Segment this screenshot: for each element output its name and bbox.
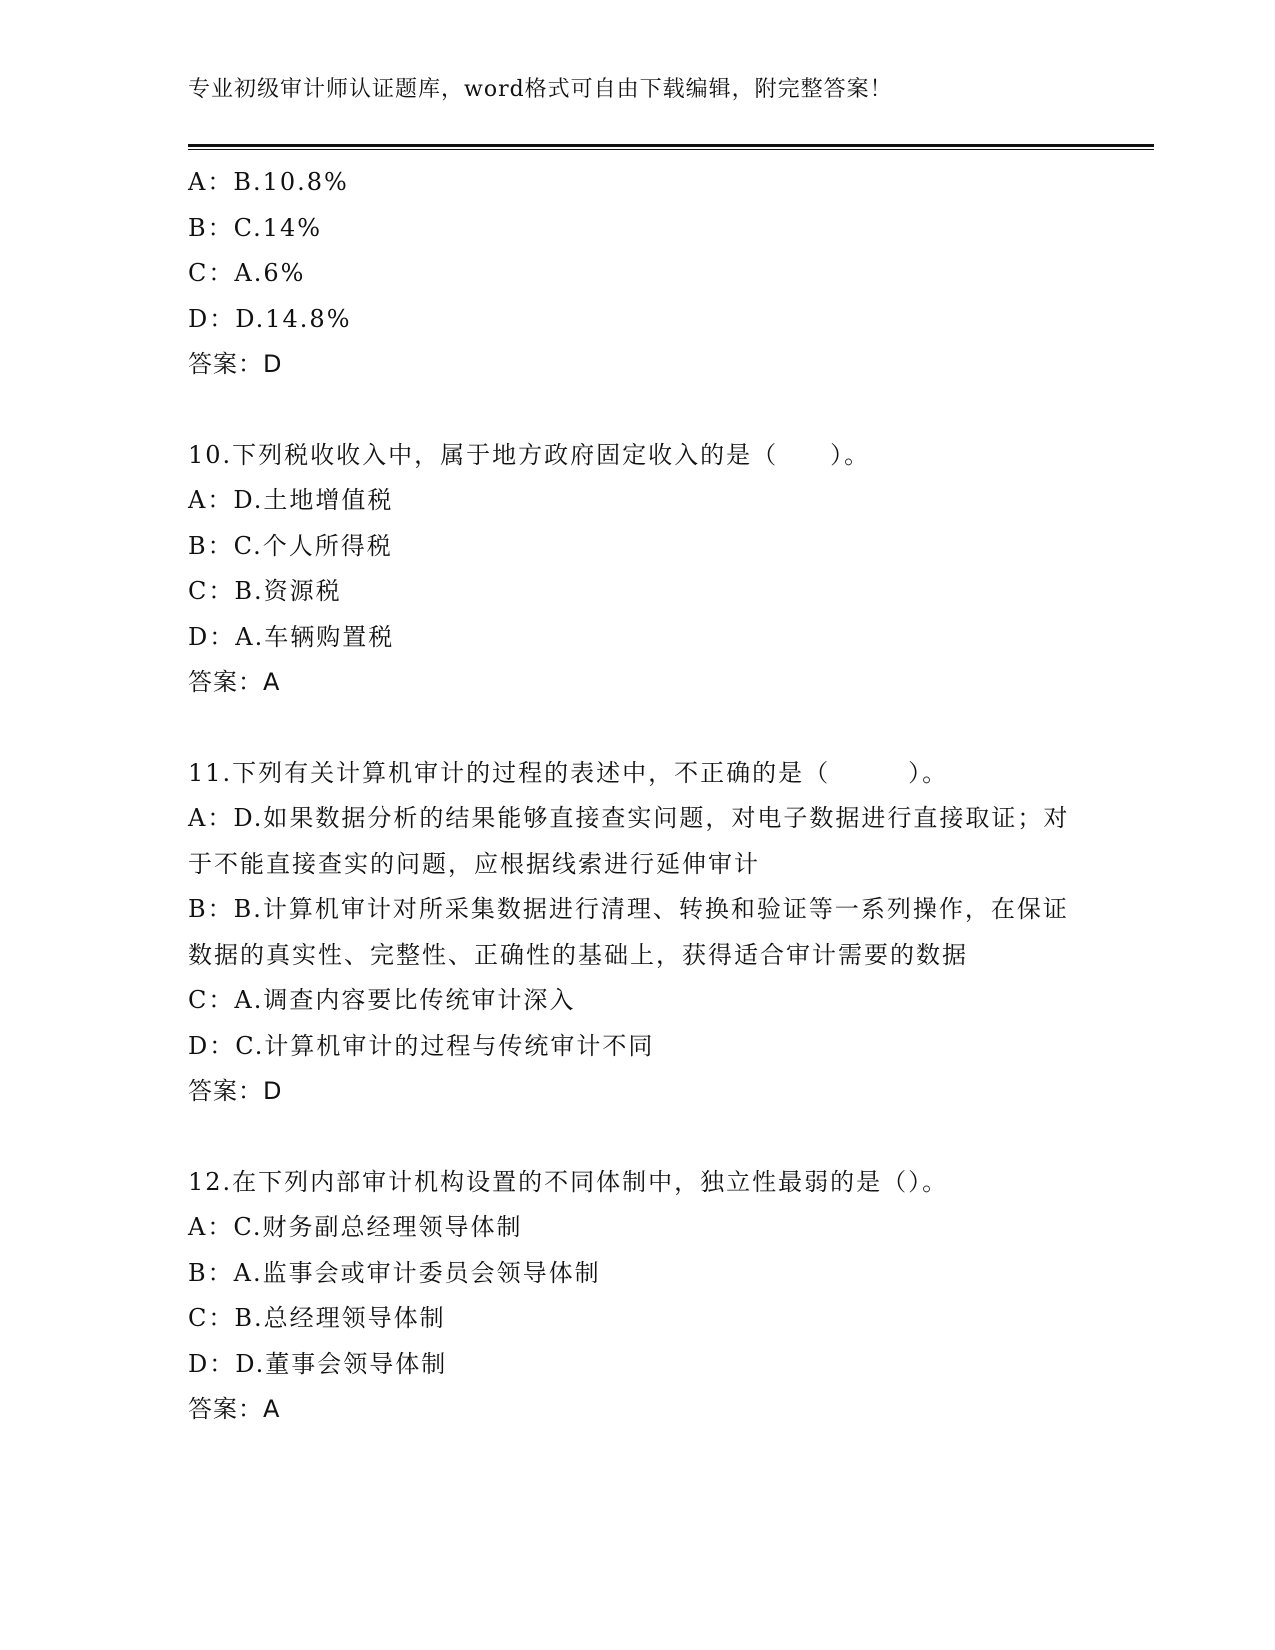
document-body [188, 160, 1088, 1433]
question-stem: 10.下列税收收入中，属于地方政府固定收入的是（ ）。 [188, 440, 871, 469]
option-c: C：B.总经理领导体制 [188, 1304, 446, 1332]
header-divider [188, 144, 1154, 150]
question-11 [188, 751, 1088, 1115]
spacer [188, 388, 1088, 433]
question-stem: 11.下列有关计算机审计的过程的表述中，不正确的是（ ）。 [188, 758, 949, 787]
answer-line: 答案：D [188, 350, 283, 378]
option-b: B：C.个人所得税 [188, 531, 393, 560]
spacer [188, 1115, 1088, 1160]
question-10 [188, 433, 1088, 706]
answer-line: 答案：A [188, 1395, 281, 1423]
question-12 [188, 1160, 1088, 1433]
option-a: A：B.10.8% [188, 168, 349, 196]
question-fragment [188, 160, 1088, 388]
page-header: 专业初级审计师认证题库，word格式可自由下载编辑，附完整答案！ [188, 77, 893, 102]
option-a: A：D.土地增值税 [188, 486, 394, 514]
option-d: D：D.14.8% [188, 304, 352, 333]
spacer [188, 706, 1088, 751]
option-c: C：B.资源税 [188, 577, 342, 605]
option-b: B：A.监事会或审计委员会领导体制 [188, 1258, 601, 1287]
option-d: D：A.车辆购置税 [188, 622, 395, 651]
option-b: B：C.14% [188, 213, 323, 242]
option-b: B：B.计算机审计对所采集数据进行清理、转换和验证等一系列操作，在保证数据的真实性、完整性、正确性的基础上，获得适合审计需要的数据 [188, 895, 1069, 969]
option-a: A：D.如果数据分析的结果能够直接查实问题，对电子数据进行直接取证；对于不能直接查实的问题，应根据线索进行延伸审计 [188, 804, 1070, 878]
option-d: D：D.董事会领导体制 [188, 1349, 448, 1378]
option-a: A：C.财务副总经理领导体制 [188, 1213, 523, 1241]
option-c: C：A.调查内容要比传统审计深入 [188, 986, 576, 1014]
answer-line: 答案：A [188, 668, 281, 696]
answer-line: 答案：D [188, 1077, 283, 1105]
option-c: C：A.6% [188, 259, 306, 287]
option-d: D：C.计算机审计的过程与传统审计不同 [188, 1031, 655, 1060]
question-stem: 12.在下列内部审计机构设置的不同体制中，独立性最弱的是（）。 [188, 1167, 949, 1196]
